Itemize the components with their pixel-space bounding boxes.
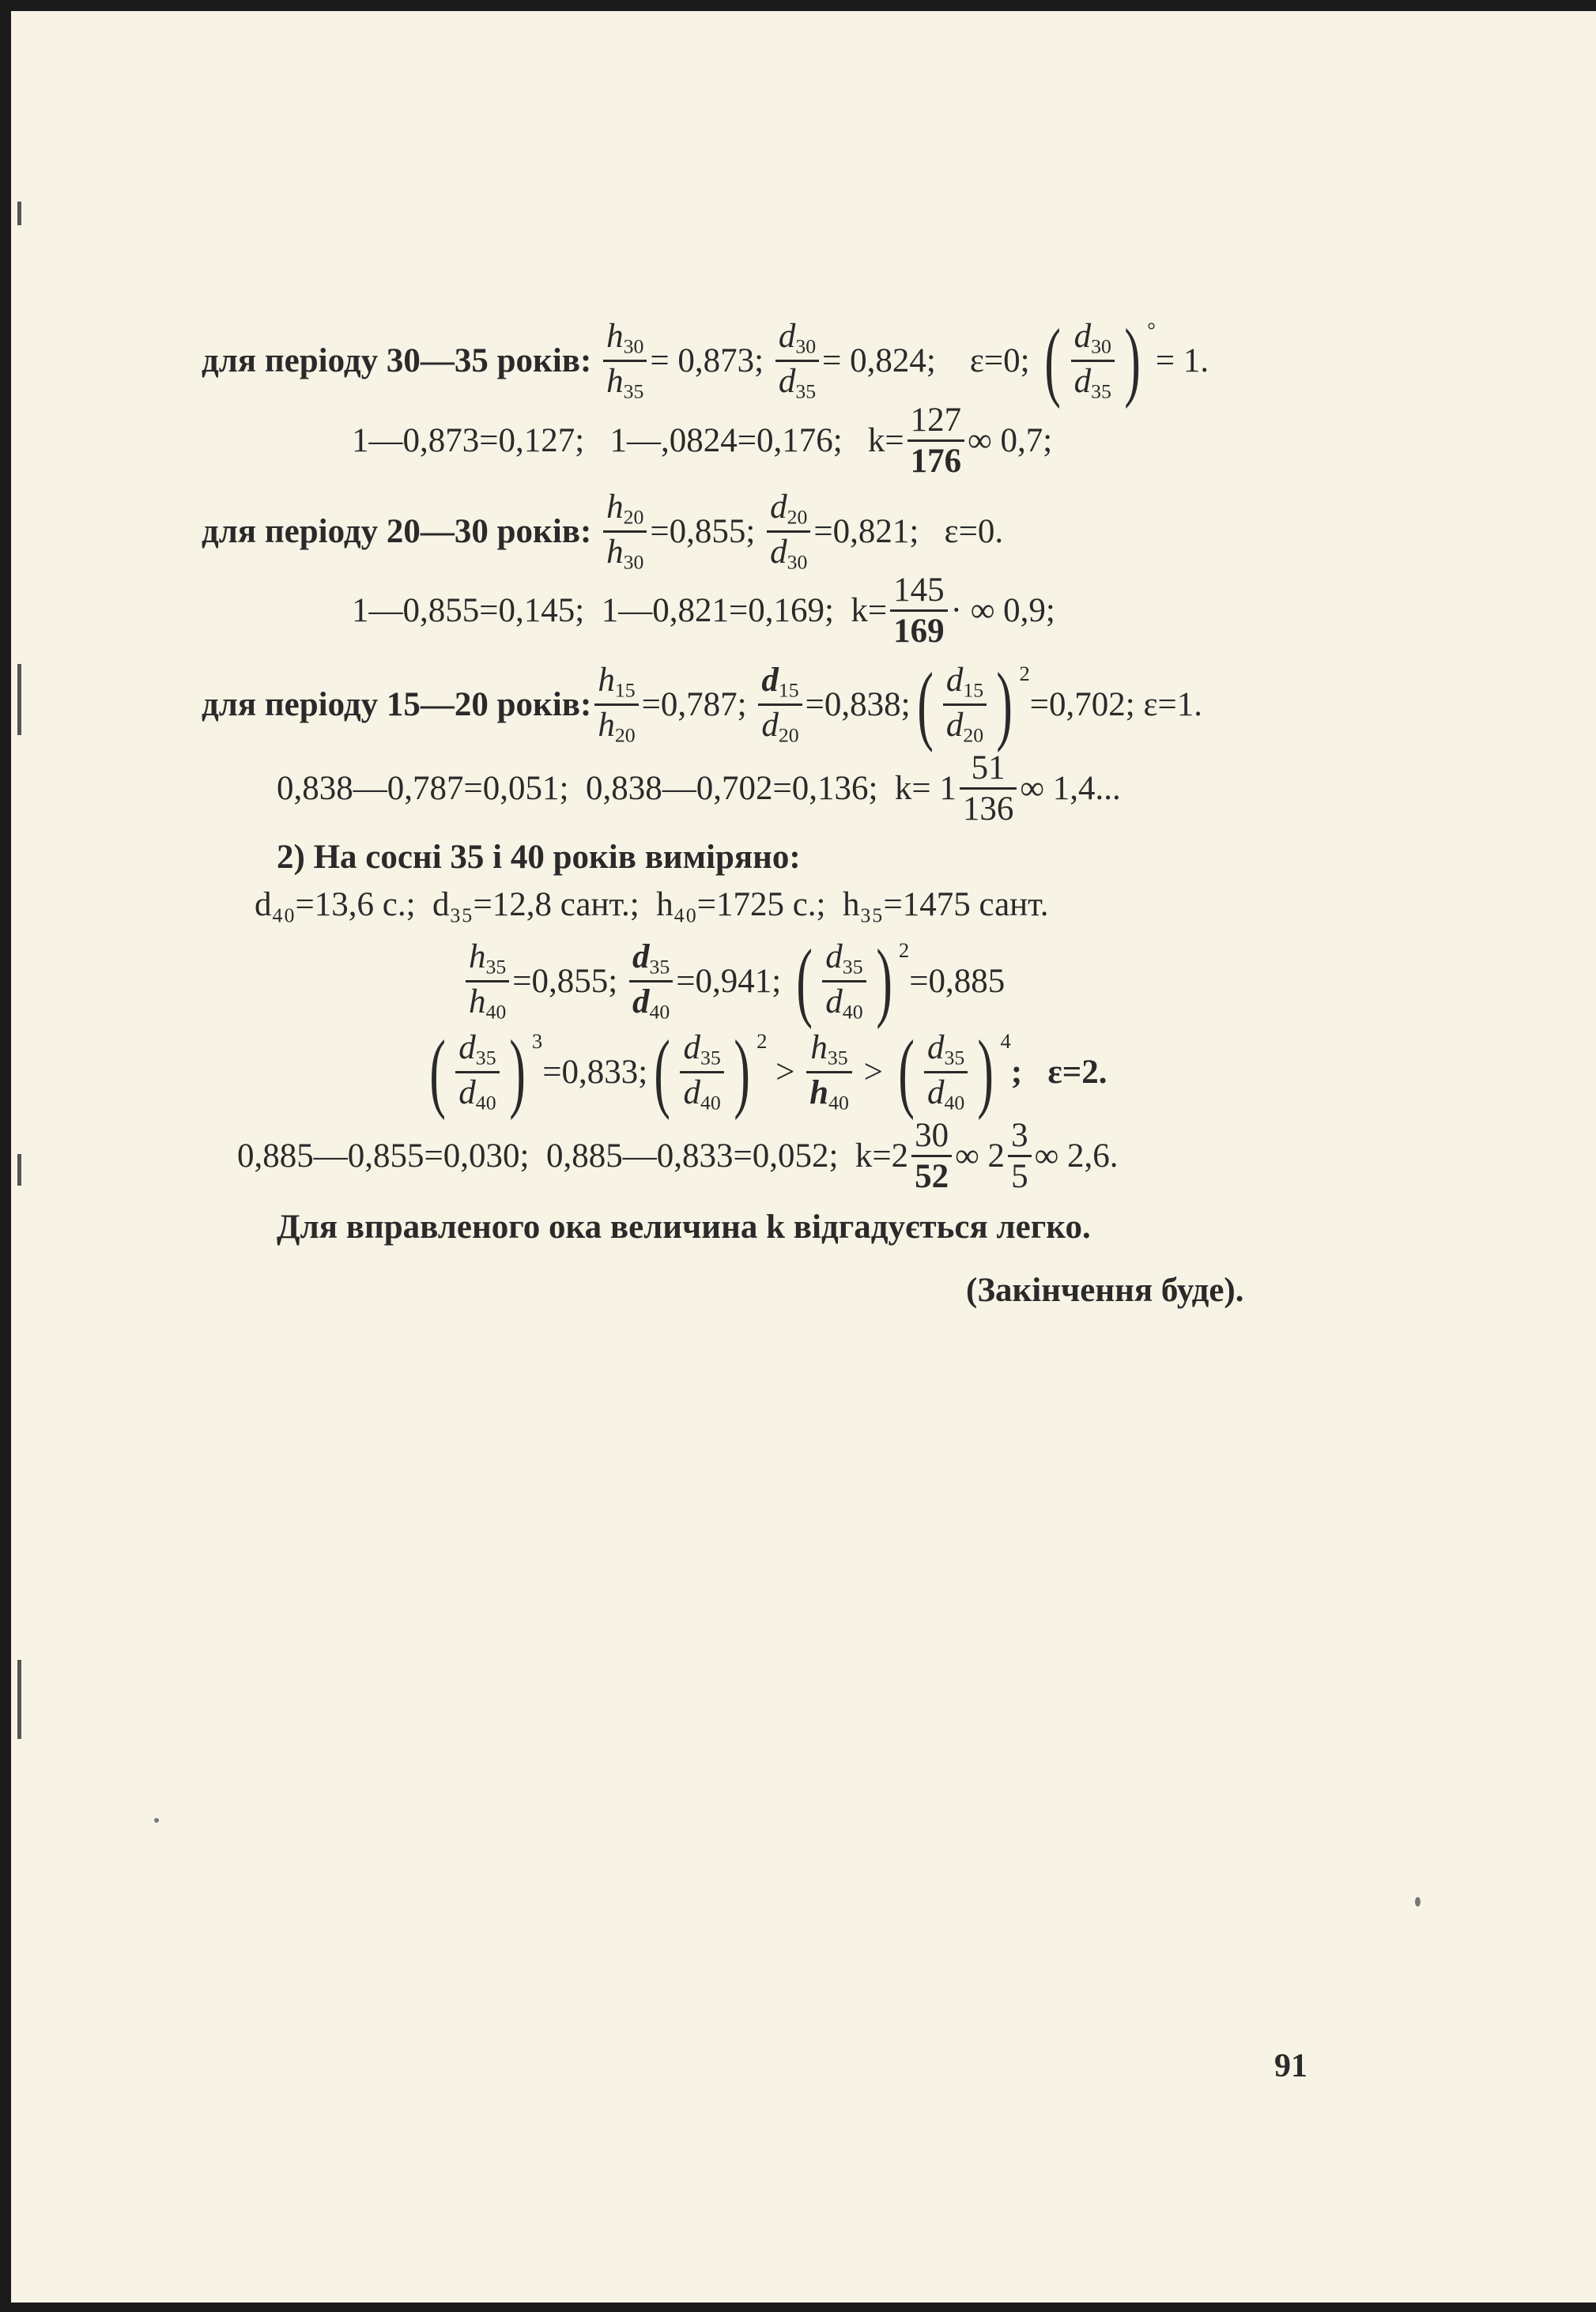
frac-den-var: h	[469, 983, 486, 1020]
value: = 0,824;	[822, 341, 936, 379]
frac-den-sub: 20	[778, 723, 799, 747]
frac-den-var: d	[683, 1073, 700, 1111]
frac-den-var: d	[761, 706, 779, 744]
frac-num-var: h	[469, 937, 486, 975]
frac-num-var: d	[770, 488, 787, 526]
frac-den-var: h	[598, 706, 615, 744]
calc-line-4	[237, 1118, 1118, 1194]
value: =0,838;	[805, 685, 911, 723]
exponent: 3	[531, 1029, 543, 1053]
frac-den-sub: 35	[795, 379, 817, 403]
greater-than: >	[775, 1053, 795, 1091]
frac-num-sub: 20	[623, 505, 644, 529]
frac-den-var: d	[458, 1073, 476, 1111]
frac-num-var: h	[810, 1028, 828, 1066]
measure-text: d₄₀=13,6 с.; d₃₅=12,8 сант.; h₄₀=1725 с.; h₃₅=1475 сант.	[255, 886, 1049, 923]
epsilon-value: ε=0;	[969, 341, 1030, 379]
frac-num-var: h	[598, 661, 615, 699]
exponent: 2	[1019, 662, 1030, 685]
value: =0,787;	[641, 685, 747, 723]
closing-text: Для вправленого ока величина k відгадується легко.	[277, 1209, 1091, 1246]
frac-den-sub: 35	[623, 379, 644, 403]
frac-num-var: d	[761, 661, 779, 699]
frac-den-sub: 40	[649, 1000, 670, 1024]
exponent: 2	[898, 938, 910, 962]
parenthesized-ratio: ( $\frac{d_{35}}{d_{40}}$ ) 4	[898, 1023, 1011, 1121]
period-15-20-line	[202, 655, 1203, 753]
frac-num-var: d	[778, 317, 796, 355]
frac-num-var: h	[606, 317, 624, 355]
fraction-d15-d20	[758, 663, 802, 745]
period-label: для періоду 20—30 років:	[202, 512, 592, 550]
fraction-h35-h40	[466, 937, 509, 1024]
frac-den-var: h	[606, 362, 624, 400]
frac-den: 5	[1008, 1155, 1032, 1194]
k-fraction	[960, 751, 1017, 826]
parenthesized-ratio: ( $\frac{d_{35}}{d_{40}}$ ) 2	[796, 932, 910, 1030]
frac-num-var: d	[683, 1028, 700, 1066]
frac-num: 51	[971, 749, 1006, 786]
frac-den-sub: 40	[475, 1091, 496, 1115]
scan-gutter-mark	[17, 1660, 21, 1739]
frac-den-sub: 40	[485, 1000, 507, 1024]
continuation-note: (Закінчення буде).	[966, 1272, 1244, 1309]
frac-num-var: d	[926, 1028, 945, 1066]
frac-den-var: h	[606, 533, 624, 571]
value: =0,855;	[512, 962, 618, 1000]
parenthesized-ratio: ( $\frac{d_{35}}{d_{40}}$ ) 3	[429, 1023, 543, 1121]
fraction-d35-d40	[629, 937, 673, 1024]
frac-num-var: d	[1073, 317, 1092, 355]
frac-num-var: d	[458, 1028, 476, 1066]
calc-tail: ∞ 1,4...	[1020, 770, 1121, 807]
frac-den-sub: 40	[700, 1091, 721, 1115]
k-fraction-simplified	[1008, 1118, 1032, 1194]
page-number: 91	[1274, 2048, 1307, 2084]
period-label: для періоду 15—20 років:	[202, 685, 592, 723]
frac-den-var: d	[945, 706, 964, 744]
value: =0,702; ε=1.	[1029, 685, 1203, 723]
period-20-30-line	[202, 490, 1003, 572]
calc-text: 0,838—0,787=0,051; 0,838—0,702=0,136; k= 1	[277, 770, 956, 807]
frac-num-sub: 35	[944, 1046, 965, 1069]
frac-den-var: d	[632, 983, 650, 1020]
frac-den-sub: 35	[1091, 379, 1111, 403]
epsilon-value: ; ε=2.	[1010, 1053, 1107, 1091]
calc-line-3	[277, 751, 1121, 826]
k-fraction	[911, 1118, 952, 1194]
frac-num-sub: 15	[778, 678, 799, 702]
exponent: 4	[1000, 1029, 1011, 1053]
frac-den-var: d	[1073, 362, 1092, 400]
value: =0,821; ε=0.	[813, 512, 1004, 550]
value: =0,941;	[676, 962, 782, 1000]
frac-den: 176	[907, 439, 965, 478]
frac-den-var: d	[926, 1073, 945, 1111]
frac-num-sub: 35	[649, 955, 670, 979]
frac-num-var: d	[632, 937, 650, 975]
scan-border-bottom	[0, 2303, 1596, 2312]
frac-num-sub: 35	[475, 1046, 496, 1069]
ratios-line-1	[462, 932, 1006, 1030]
closing-sentence	[277, 1208, 1091, 1247]
k-fraction	[907, 403, 965, 478]
frac-num-sub: 15	[614, 678, 636, 702]
scan-gutter-mark	[17, 202, 21, 225]
ratios-line-2	[423, 1023, 1107, 1121]
calc-text: 1—0,873=0,127; 1—,0824=0,176; k=	[352, 422, 904, 459]
calc-mid: ∞ 2	[955, 1137, 1006, 1175]
measurement-line	[255, 885, 1048, 924]
greater-than: >	[863, 1053, 883, 1091]
value: =0,885	[909, 962, 1006, 1000]
parenthesized-ratio: ( $\frac{d_{15}}{d_{20}}$ ) 2	[916, 655, 1030, 753]
calc-tail: ∞ 2,6.	[1034, 1137, 1119, 1175]
calc-line-2	[352, 573, 1055, 648]
fraction-h20-h30	[603, 490, 647, 572]
frac-den-sub: 20	[963, 723, 984, 747]
frac-num-sub: 30	[795, 334, 817, 358]
frac-den: 52	[911, 1155, 952, 1194]
frac-num-sub: 35	[700, 1046, 721, 1069]
calc-text: 0,885—0,855=0,030; 0,885—0,833=0,052; k=2	[237, 1137, 909, 1175]
fraction-h30-h35	[603, 319, 647, 402]
frac-den-sub: 30	[623, 550, 644, 574]
fraction-d30-d35	[775, 319, 819, 402]
frac-den-sub: 40	[842, 1000, 863, 1024]
calc-tail: · ∞ 0,9;	[950, 592, 1055, 629]
frac-num-sub: 20	[787, 505, 808, 529]
frac-num: 127	[910, 402, 962, 439]
frac-den-var: d	[770, 533, 787, 571]
value: =0,855;	[650, 512, 756, 550]
parenthesized-ratio: ( $\frac{d_{30}}{d_{35}}$ ) °	[1044, 311, 1156, 409]
frac-den-sub: 30	[787, 550, 808, 574]
heading-text: 2) На сосні 35 і 40 років виміряно:	[277, 839, 801, 876]
value: = 1.	[1155, 341, 1209, 379]
frac-num: 30	[915, 1117, 949, 1154]
value: =0,833;	[542, 1053, 648, 1091]
frac-den: 169	[890, 609, 948, 648]
frac-num-var: h	[606, 488, 624, 526]
frac-num-sub: 35	[485, 955, 507, 979]
fraction-h35-h40	[806, 1028, 852, 1115]
scan-gutter-mark	[17, 1154, 21, 1186]
frac-den-sub: 40	[944, 1091, 965, 1115]
value: = 0,873;	[650, 341, 764, 379]
scan-speck	[154, 1818, 159, 1823]
k-fraction	[890, 573, 948, 648]
frac-num-sub: 30	[1091, 334, 1111, 358]
item-2-heading	[277, 838, 801, 877]
frac-num-sub: 30	[623, 334, 644, 358]
frac-num-sub: 35	[827, 1046, 848, 1069]
frac-num: 145	[893, 571, 945, 609]
frac-den-sub: 40	[828, 1091, 849, 1115]
fraction-h15-h20	[594, 663, 638, 745]
exponent: 2	[756, 1029, 768, 1053]
frac-num: 3	[1011, 1117, 1028, 1154]
frac-den-var: h	[809, 1073, 829, 1111]
scan-speck	[1415, 1897, 1421, 1907]
parenthesized-ratio: ( $\frac{d_{35}}{d_{40}}$ ) 2	[654, 1023, 768, 1121]
calc-tail: ∞ 0,7;	[968, 422, 1053, 459]
frac-num-var: d	[945, 661, 964, 699]
scan-border-top	[0, 0, 1596, 11]
period-30-35-line	[202, 311, 1209, 409]
frac-den: 136	[960, 787, 1017, 826]
frac-den-var: d	[778, 362, 796, 400]
scan-gutter-mark	[17, 664, 21, 735]
frac-den-var: d	[825, 983, 843, 1020]
exponent: °	[1147, 318, 1156, 341]
calc-line-1	[352, 403, 1052, 478]
frac-den-sub: 20	[614, 723, 636, 747]
frac-num-sub: 35	[842, 955, 863, 979]
calc-text: 1—0,855=0,145; 1—0,821=0,169; k=	[352, 592, 888, 629]
frac-num-sub: 15	[963, 678, 984, 702]
period-label: для періоду 30—35 років:	[202, 341, 592, 379]
scan-border-left	[0, 0, 11, 2312]
fraction-d20-d30	[767, 490, 810, 572]
frac-num-var: d	[825, 937, 843, 975]
